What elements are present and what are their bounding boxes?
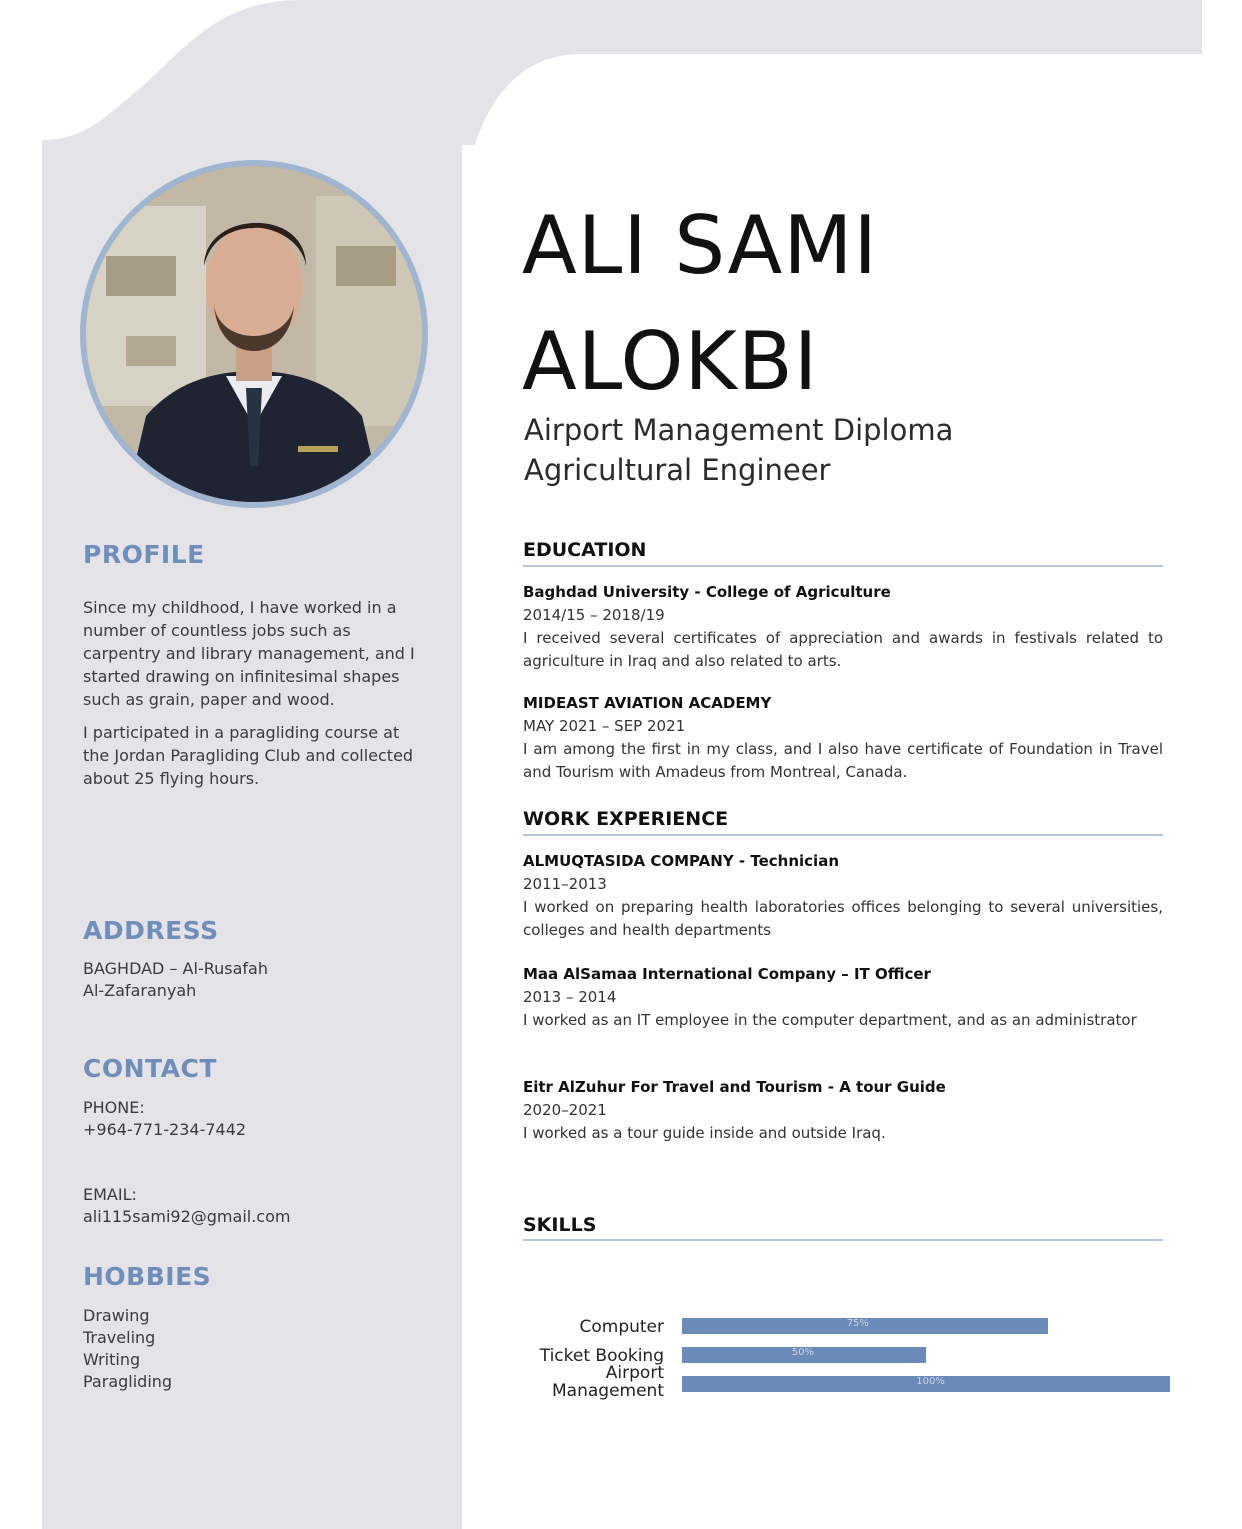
- skills-heading: SKILLS: [523, 1214, 597, 1236]
- work-description: I worked as a tour guide inside and outside Iraq.: [523, 1124, 886, 1142]
- skill-percent: 75%: [846, 1318, 869, 1329]
- address-heading: ADDRESS: [83, 916, 219, 945]
- profile-heading: PROFILE: [83, 540, 205, 569]
- skill-percent: 100%: [916, 1376, 945, 1387]
- education-heading: EDUCATION: [523, 539, 647, 561]
- hobby-item: Writing: [83, 1350, 141, 1369]
- education-dates: MAY 2021 – SEP 2021: [523, 717, 686, 735]
- work-entry: [523, 850, 1163, 942]
- work-dates: 2020–2021: [523, 1101, 607, 1119]
- hobby-item: Paragliding: [83, 1372, 173, 1391]
- skills-divider: [523, 1239, 1163, 1241]
- education-description: I received several certificates of appreciation and awards in festivals related to agriculture in Iraq and also related to arts.: [523, 629, 1163, 670]
- work-title: Maa AlSamaa International Company – IT Officer: [523, 965, 931, 983]
- work-description: I worked on preparing health laboratories offices belonging to several universities, colleges and health departments: [523, 898, 1163, 939]
- skill-label: Ticket Booking: [539, 1346, 664, 1366]
- education-title: Baghdad University - College of Agriculture: [523, 583, 891, 601]
- hobbies-heading: HOBBIES: [83, 1262, 212, 1291]
- hobby-item: Traveling: [83, 1328, 156, 1347]
- person-portrait-icon: [86, 166, 422, 502]
- contact-heading: CONTACT: [83, 1054, 217, 1083]
- job-titles: [524, 410, 953, 490]
- name-line-2: ALOKBI: [522, 315, 819, 408]
- work-dates: 2011–2013: [523, 875, 607, 893]
- skill-label: Computer: [579, 1317, 664, 1337]
- profile-photo-frame: [80, 160, 428, 508]
- subtitle-line-1: Airport Management Diploma: [524, 413, 954, 447]
- education-entry: [523, 692, 1163, 784]
- skill-percent: 50%: [791, 1347, 815, 1358]
- person-name: [522, 188, 878, 420]
- education-dates: 2014/15 – 2018/19: [523, 606, 665, 624]
- work-description: I worked as an IT employee in the computer department, and as an administrator: [523, 1011, 1137, 1029]
- education-divider: [523, 565, 1163, 567]
- subtitle-line-2: Agricultural Engineer: [524, 453, 831, 487]
- phone-value[interactable]: +964-771-234-7442: [83, 1120, 247, 1139]
- phone-label: PHONE:: [83, 1098, 145, 1117]
- email-label: EMAIL:: [83, 1185, 137, 1204]
- education-entry: [523, 581, 1163, 673]
- profile-paragraph-2: I participated in a paragliding course at the Jordan Paragliding Club and collected about 25 flying hours.: [83, 723, 414, 788]
- work-experience-heading: WORK EXPERIENCE: [523, 808, 729, 830]
- contact-block: [83, 1097, 423, 1228]
- hobby-item: Drawing: [83, 1306, 150, 1325]
- skill-bar: [682, 1376, 1170, 1392]
- work-title: Eitr AlZuhur For Travel and Tourism - A tour Guide: [523, 1078, 946, 1096]
- work-title: ALMUQTASIDA COMPANY - Technician: [523, 852, 840, 870]
- skill-bar: [682, 1347, 926, 1363]
- address-block: [83, 958, 423, 1002]
- work-entry: [523, 1076, 1163, 1145]
- hobbies-list: [83, 1305, 423, 1393]
- email-value[interactable]: ali115sami92@gmail.com: [83, 1207, 291, 1226]
- work-experience-divider: [523, 834, 1163, 836]
- profile-photo: [86, 166, 422, 502]
- work-entry: [523, 963, 1163, 1032]
- work-dates: 2013 – 2014: [523, 988, 617, 1006]
- profile-paragraph-1: Since my childhood, I have worked in a number of countless jobs such as carpentry and library management, and I started drawing on infinitesimal shapes such as grain, paper and wood.: [83, 598, 415, 709]
- skill-bar: [682, 1318, 1048, 1334]
- education-title: MIDEAST AVIATION ACADEMY: [523, 694, 772, 712]
- skill-label: Airport Management: [552, 1364, 664, 1400]
- profile-text: [83, 596, 423, 800]
- education-description: I am among the first in my class, and I also have certificate of Foundation in Travel and Tourism with Amadeus from Montreal, Canada.: [523, 740, 1163, 781]
- address-line-2: Al-Zafaranyah: [83, 981, 197, 1000]
- address-line-1: BAGHDAD – Al-Rusafah: [83, 959, 268, 978]
- name-line-1: ALI SAMI: [522, 199, 878, 292]
